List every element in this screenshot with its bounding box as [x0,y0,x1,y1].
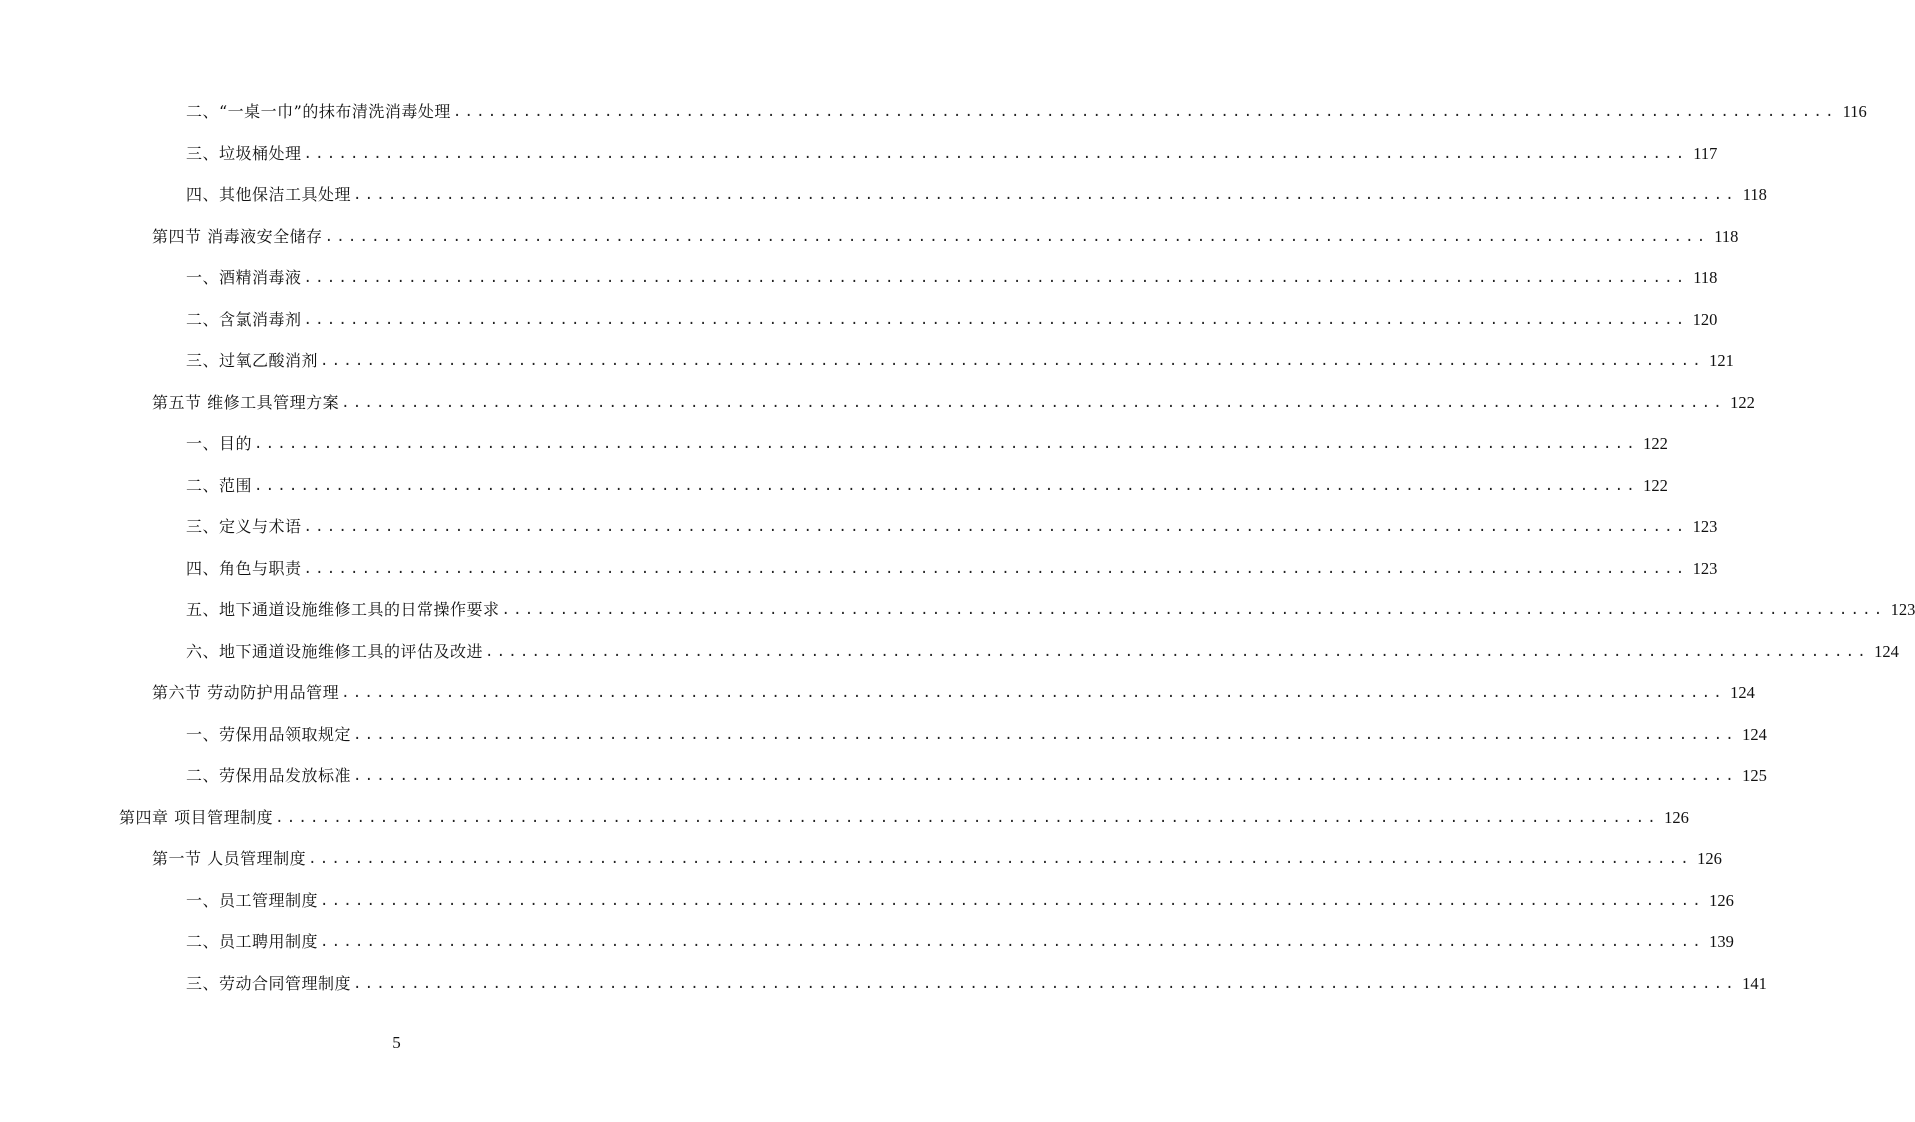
toc-dot-leader: ....................................................................................................................... [254,436,1638,452]
toc-dot-leader: ....................................................................................................................... [303,519,1688,535]
toc-entry-title: 第一节 人员管理制度 [152,849,307,868]
toc-dot-leader: ....................................................................................................................... [320,934,1704,950]
toc-entry-title: 六、地下通道设施维修工具的评估及改进 [186,641,484,661]
toc-entry-title: 三、过氧乙酸消剂 [186,351,319,370]
toc-entry-title: 第四章 项目管理制度 [119,807,274,827]
toc-dot-leader: ....................................................................................................................... [275,809,1659,826]
toc-dot-leader: ....................................................................................................................... [320,353,1704,369]
toc-entry-title: 四、其他保洁工具处理 [186,185,352,204]
toc-entry-title: 第五节 维修工具管理方案 [152,392,340,412]
toc-entry-title: 二、范围 [186,475,253,495]
toc-entry-page: 122 [1643,475,1668,495]
toc-entry-title: 二、含氯消毒剂 [186,309,302,329]
toc-entry[interactable] [186,138,1718,164]
toc-dot-leader: ....................................................................................................................... [341,685,1725,701]
toc-dot-leader: ....................................................................................................................... [353,187,1737,203]
toc-entry-title: 二、员工聘用制度 [186,932,319,951]
toc-dot-leader: ....................................................................................................................... [303,560,1688,577]
toc-entry-page: 118 [1742,185,1767,204]
toc-dot-leader: ....................................................................................................................... [353,768,1737,784]
toc-entry-title: 第四节 消毒液安全储存 [152,226,323,246]
toc-entry[interactable] [186,262,1718,288]
toc-entry[interactable] [186,428,1668,454]
toc-entry-title: 一、目的 [186,434,253,453]
toc-dot-leader: ....................................................................................................................... [320,892,1704,909]
toc-entry-page: 124 [1742,724,1767,744]
toc-entry-page: 123 [1692,558,1718,578]
toc-entry[interactable] [186,179,1767,205]
toc-entry-page: 122 [1643,434,1668,453]
toc-dot-leader: ....................................................................................................................... [452,104,1837,120]
toc-entry-title: 一、劳保用品领取规定 [186,724,352,744]
page-number: 5 [392,1033,401,1052]
toc-entry[interactable] [186,885,1734,911]
toc-entry[interactable] [152,677,1755,703]
toc-dot-leader: ....................................................................................................................... [254,477,1638,494]
toc-dot-leader: ....................................................................................................................... [303,145,1688,162]
toc-entry-title: 四、角色与职责 [186,558,302,578]
toc-entry[interactable] [186,304,1718,330]
toc-entry-page: 126 [1664,807,1689,827]
toc-entry-page: 123 [1890,600,1915,619]
toc-entry-title: 二、劳保用品发放标准 [186,766,352,785]
toc-entry[interactable] [186,553,1718,579]
toc-entry-title: 三、定义与术语 [186,517,302,536]
toc-dot-leader: ....................................................................................................................... [303,311,1688,328]
toc-dot-leader: ....................................................................................................................... [501,602,1886,618]
toc-dot-leader: ....................................................................................................................... [353,975,1737,992]
toc-entry-page: 118 [1714,226,1739,246]
toc-entry[interactable] [186,345,1734,371]
toc-entry-title: 第六节 劳动防护用品管理 [152,683,340,702]
toc-entry[interactable] [186,470,1668,496]
toc-entry[interactable] [186,96,1867,122]
toc-entry-page: 126 [1697,849,1722,868]
toc-entry-title: 一、酒精消毒液 [186,268,302,287]
toc-dot-leader: ....................................................................................................................... [324,228,1709,245]
toc-entry-page: 120 [1692,309,1718,329]
toc-dot-leader: ....................................................................................................................... [341,394,1725,411]
toc-entry[interactable] [152,387,1755,413]
toc-entry-title: 二、“一桌一巾”的抹布清洗消毒处理 [186,102,451,121]
toc-entry-page: 121 [1709,351,1734,370]
toc-entry-page: 125 [1742,766,1767,785]
toc-entry[interactable] [186,511,1718,537]
toc-entry-page: 124 [1730,683,1755,702]
toc-entry[interactable] [186,926,1734,952]
toc-entry-title: 一、员工管理制度 [186,890,319,910]
toc-entry-page: 117 [1693,143,1718,163]
toc-entry[interactable] [186,719,1767,745]
toc-entry[interactable] [186,968,1767,994]
toc-entry-page: 141 [1742,973,1767,993]
toc-entry-page: 139 [1709,932,1734,951]
toc-dot-leader: ....................................................................................................................... [308,851,1692,867]
toc-entry-title: 五、地下通道设施维修工具的日常操作要求 [186,600,500,619]
toc-entry[interactable] [186,594,1915,620]
toc-entry[interactable] [152,221,1739,247]
toc-entry[interactable] [186,760,1767,786]
toc-entry-title: 三、垃圾桶处理 [186,143,302,163]
toc-entry[interactable] [119,802,1689,828]
toc-entry[interactable] [152,843,1722,869]
toc-entry[interactable] [186,636,1899,662]
toc-dot-leader: ....................................................................................................................... [485,643,1869,660]
toc-entry-page: 116 [1842,102,1867,121]
toc-entry-page: 118 [1693,268,1718,287]
toc-entry-page: 122 [1730,392,1755,412]
toc-entry-page: 126 [1709,890,1734,910]
toc-entry-page: 124 [1874,641,1899,661]
toc-dot-leader: ....................................................................................................................... [303,270,1688,286]
toc-entry-page: 123 [1692,517,1718,536]
toc-entry-title: 三、劳动合同管理制度 [186,973,352,993]
toc-dot-leader: ....................................................................................................................... [353,726,1737,743]
